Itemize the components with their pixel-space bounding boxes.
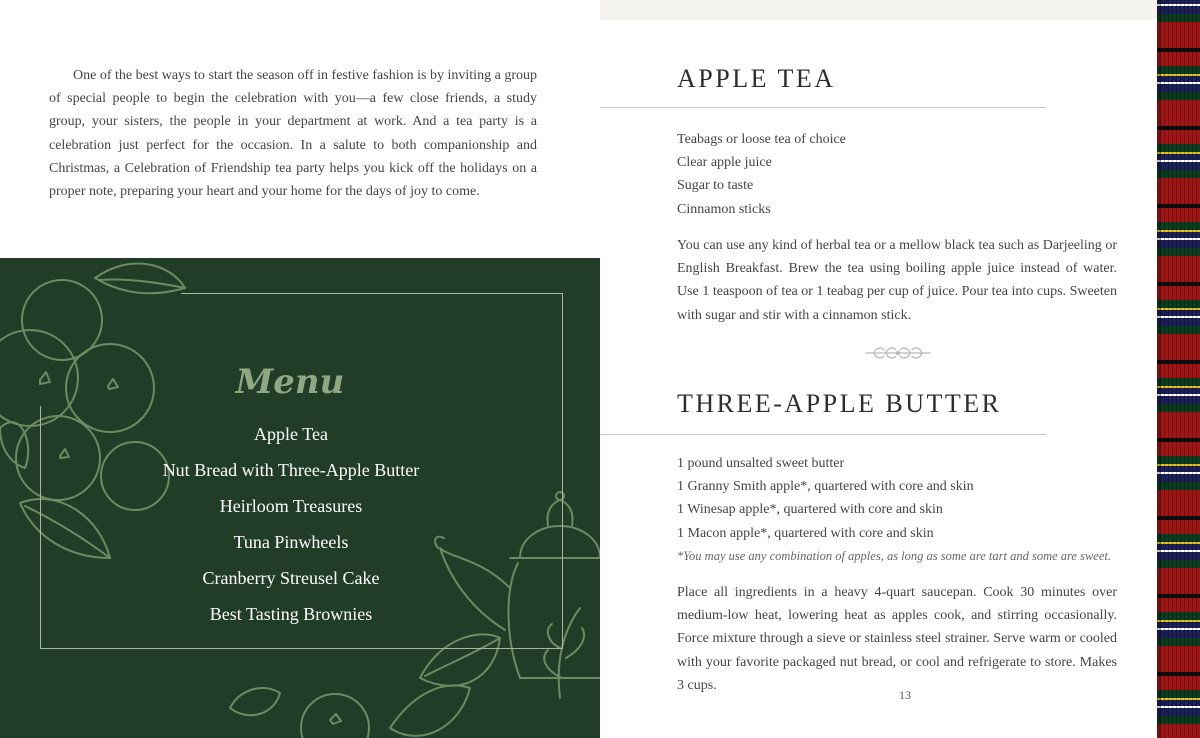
menu-item: Cranberry Streusel Cake bbox=[202, 568, 380, 588]
menu-item: Apple Tea bbox=[254, 424, 328, 444]
title-rule bbox=[600, 434, 1046, 435]
ingredient-item: 1 Macon apple*, quartered with core and skin bbox=[677, 525, 934, 541]
menu-list bbox=[130, 416, 452, 632]
recipe-title-three-apple-butter: THREE-APPLE BUTTER bbox=[677, 389, 1002, 418]
intro-paragraph: One of the best ways to start the season off in festive fashion is by inviting a group of special people to begin the celebration with you—a few close friends, a study group, your sisters, the people in your department at work. And a tea party is a celebration just perfect for the occasion. In a salute to both companionship and Christmas, a Celebration of Friendship tea party helps you kick off the holidays on a proper note, preparing your heart and your home for the days of joy to come. bbox=[49, 68, 537, 200]
menu-title: Menu bbox=[235, 362, 345, 402]
scallop-decoration bbox=[600, 12, 1157, 22]
ingredient-item: 1 Winesap apple*, quartered with core and skin bbox=[677, 502, 943, 518]
menu-item: Tuna Pinwheels bbox=[233, 532, 349, 552]
menu-frame-bottom-line bbox=[40, 648, 563, 649]
ingredient-item: 1 Granny Smith apple*, quartered with core and skin bbox=[677, 479, 974, 495]
ingredient-list-apple-tea bbox=[677, 128, 846, 221]
tartan-shadow-edge bbox=[1157, 0, 1161, 738]
ingredient-item: Teabags or loose tea of choice bbox=[677, 132, 846, 147]
menu-item: Heirloom Treasures bbox=[219, 496, 363, 516]
ingredient-item: 1 pound unsalted sweet butter bbox=[677, 456, 845, 471]
scalloped-edge bbox=[600, 0, 1157, 20]
title-rule bbox=[600, 107, 1046, 108]
tartan-ribbon-border bbox=[1157, 0, 1200, 738]
ingredient-item: Sugar to taste bbox=[677, 178, 754, 194]
directions-apple-tea: You can use any kind of herbal tea or a mellow black tea such as Darjeeling or English Breakfast. Brew the tea using boiling apple juice instead of water. Use 1 teaspoon of tea or 1 teabag per cup of juice. Pour tea into cups. Sweeten with sugar and stir with a cinnamon stick. bbox=[677, 238, 1117, 323]
ingredient-note: *You may use any combination of apples, as long as some are tart and some are sweet. bbox=[677, 548, 1112, 563]
recipe-title-apple-tea: APPLE TEA bbox=[677, 64, 836, 93]
menu-item: Best Tasting Brownies bbox=[209, 604, 373, 624]
menu-frame-left-line bbox=[40, 406, 41, 648]
ingredient-list-three-apple-butter bbox=[677, 452, 1111, 568]
right-page bbox=[600, 0, 1157, 738]
ingredient-item: Cinnamon sticks bbox=[677, 201, 771, 217]
menu-panel bbox=[0, 258, 600, 738]
menu-item: Nut Bread with Three-Apple Butter bbox=[162, 460, 420, 480]
directions-three-apple-butter: Place all ingredients in a heavy 4-quart saucepan. Cook 30 minutes over medium-low heat, lowering heat as apples cook, and stirring occasionally. Force mixture through a sieve or stainless steel strainer. Serve warm or cooled with your favorite packaged nut bread, or cool and refrigerate to store. Makes 3 cups. bbox=[677, 585, 1117, 693]
ingredient-item: Clear apple juice bbox=[677, 155, 772, 171]
sprig-ornament-icon bbox=[862, 344, 934, 362]
page-number: 13 bbox=[899, 688, 911, 702]
